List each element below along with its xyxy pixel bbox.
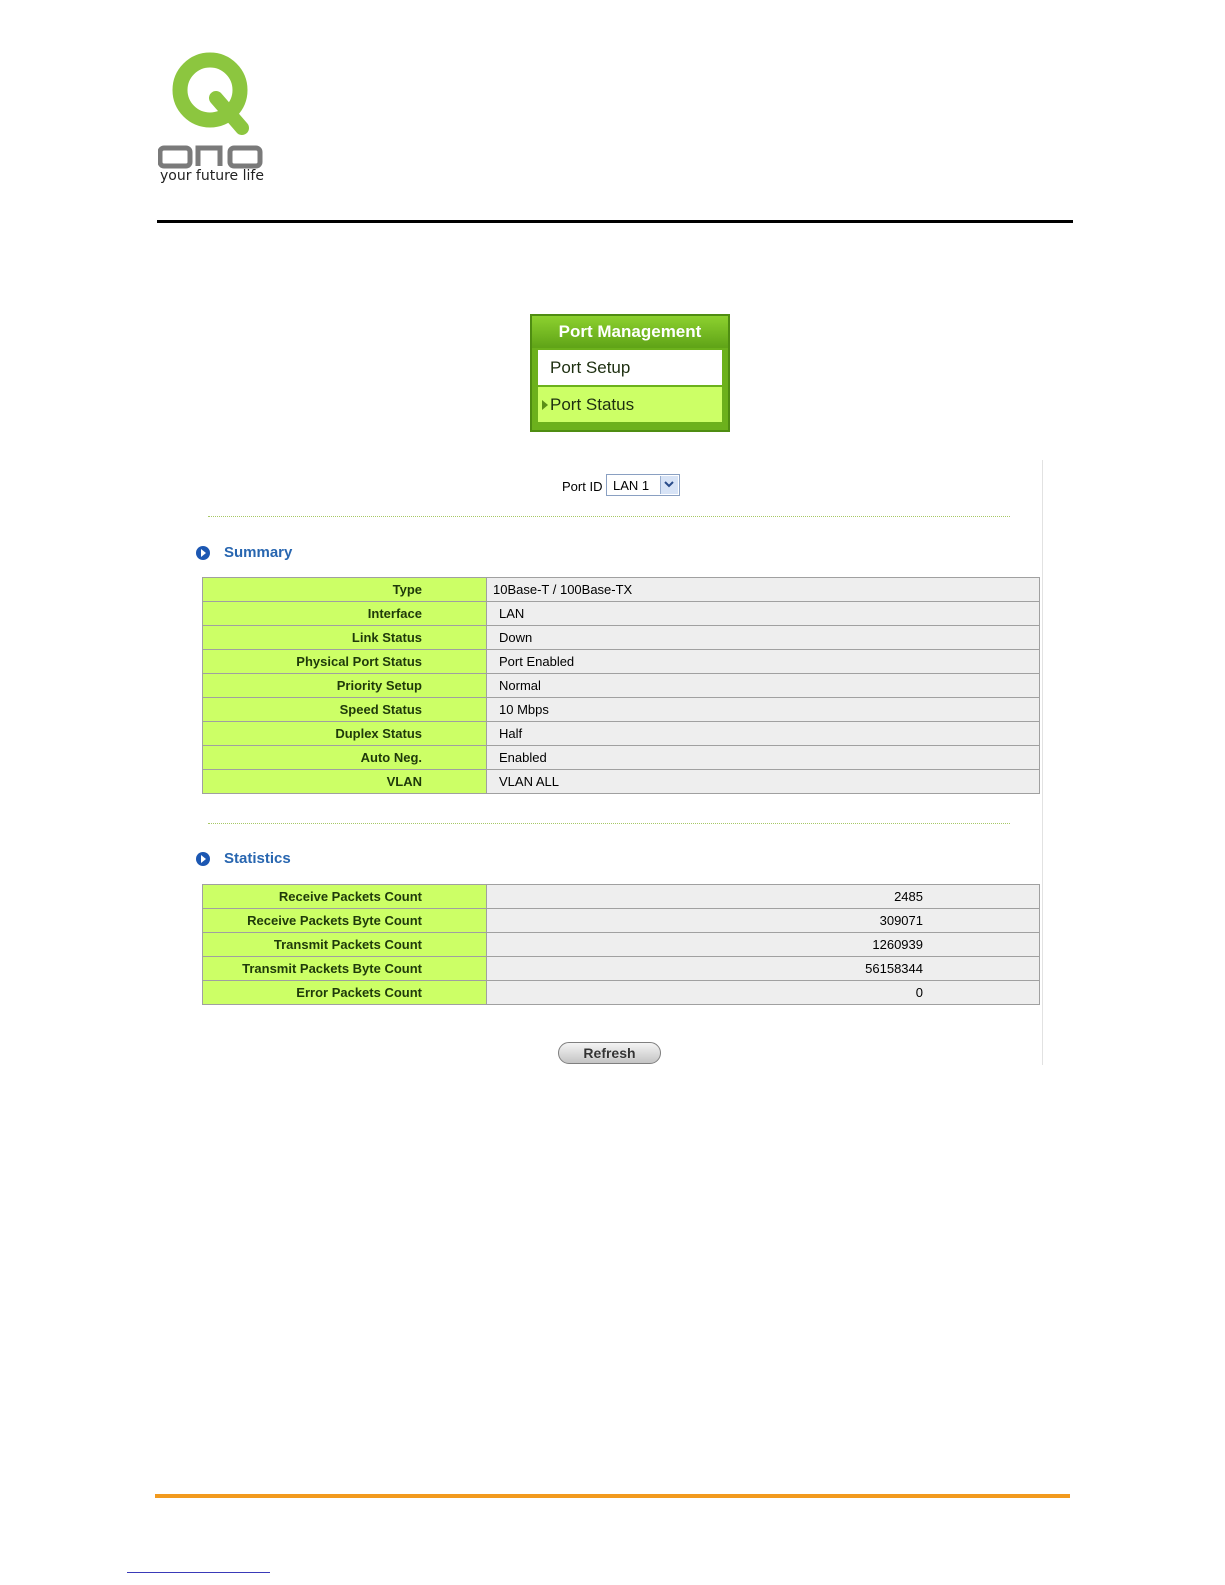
port-management-menu bbox=[530, 314, 730, 432]
row-value: 1260939 bbox=[487, 933, 1040, 957]
menu-item-port-status[interactable] bbox=[538, 387, 722, 422]
row-key: Transmit Packets Count bbox=[203, 933, 487, 957]
row-key: Link Status bbox=[203, 626, 487, 650]
arrow-bullet-icon bbox=[196, 546, 210, 560]
summary-table bbox=[202, 577, 1040, 794]
menu-title: Port Management bbox=[532, 316, 728, 348]
menu-item-port-setup[interactable] bbox=[538, 350, 722, 385]
table-row bbox=[203, 957, 1040, 981]
statistics-table bbox=[202, 884, 1040, 1005]
table-row bbox=[203, 674, 1040, 698]
row-value: 0 bbox=[487, 981, 1040, 1005]
row-value: 10 Mbps bbox=[487, 698, 1040, 722]
port-id-value: LAN 1 bbox=[613, 478, 650, 493]
row-value: VLAN ALL bbox=[487, 770, 1040, 794]
section-divider bbox=[208, 516, 1010, 517]
row-key: Auto Neg. bbox=[203, 746, 487, 770]
summary-heading-text: Summary bbox=[224, 544, 293, 561]
row-key: Speed Status bbox=[203, 698, 487, 722]
row-key: Transmit Packets Byte Count bbox=[203, 957, 487, 981]
row-value: Normal bbox=[487, 674, 1040, 698]
table-row bbox=[203, 650, 1040, 674]
row-value: LAN bbox=[487, 602, 1040, 626]
row-key: Type bbox=[203, 578, 487, 602]
table-row bbox=[203, 722, 1040, 746]
chevron-down-icon[interactable] bbox=[660, 476, 678, 494]
logo-tagline: your future life bbox=[160, 168, 264, 184]
arrow-right-icon bbox=[542, 400, 548, 410]
row-key: Receive Packets Count bbox=[203, 885, 487, 909]
refresh-button[interactable]: Refresh bbox=[558, 1042, 661, 1064]
menu-item-label: Port Status bbox=[550, 395, 635, 414]
port-status-panel bbox=[190, 460, 1043, 1065]
row-value: 10Base-T / 100Base-TX bbox=[487, 578, 1040, 602]
footer-link-underline bbox=[127, 1572, 270, 1573]
port-id-select[interactable] bbox=[606, 474, 680, 496]
port-id-label: Port ID bbox=[562, 479, 603, 494]
table-row bbox=[203, 746, 1040, 770]
qno-logo bbox=[158, 52, 268, 187]
qno-wordmark-icon bbox=[158, 144, 264, 170]
arrow-bullet-icon bbox=[196, 852, 210, 866]
menu-item-label: Port Setup bbox=[550, 358, 631, 377]
table-row bbox=[203, 602, 1040, 626]
row-value: 56158344 bbox=[487, 957, 1040, 981]
table-row bbox=[203, 933, 1040, 957]
section-divider bbox=[208, 823, 1010, 824]
row-value: 309071 bbox=[487, 909, 1040, 933]
table-row bbox=[203, 909, 1040, 933]
row-key: Interface bbox=[203, 602, 487, 626]
row-value: 2485 bbox=[487, 885, 1040, 909]
table-row bbox=[203, 578, 1040, 602]
row-key: Receive Packets Byte Count bbox=[203, 909, 487, 933]
row-key: VLAN bbox=[203, 770, 487, 794]
table-row bbox=[203, 981, 1040, 1005]
row-key: Priority Setup bbox=[203, 674, 487, 698]
table-row bbox=[203, 626, 1040, 650]
table-row bbox=[203, 770, 1040, 794]
row-value: Half bbox=[487, 722, 1040, 746]
row-value: Enabled bbox=[487, 746, 1040, 770]
footer-divider bbox=[155, 1494, 1070, 1498]
table-row bbox=[203, 885, 1040, 909]
table-row bbox=[203, 698, 1040, 722]
row-key: Physical Port Status bbox=[203, 650, 487, 674]
row-value: Down bbox=[487, 626, 1040, 650]
row-key: Error Packets Count bbox=[203, 981, 487, 1005]
q-logo-icon bbox=[172, 52, 252, 136]
row-key: Duplex Status bbox=[203, 722, 487, 746]
statistics-heading-text: Statistics bbox=[224, 850, 291, 867]
header-divider bbox=[157, 220, 1073, 223]
row-value: Port Enabled bbox=[487, 650, 1040, 674]
